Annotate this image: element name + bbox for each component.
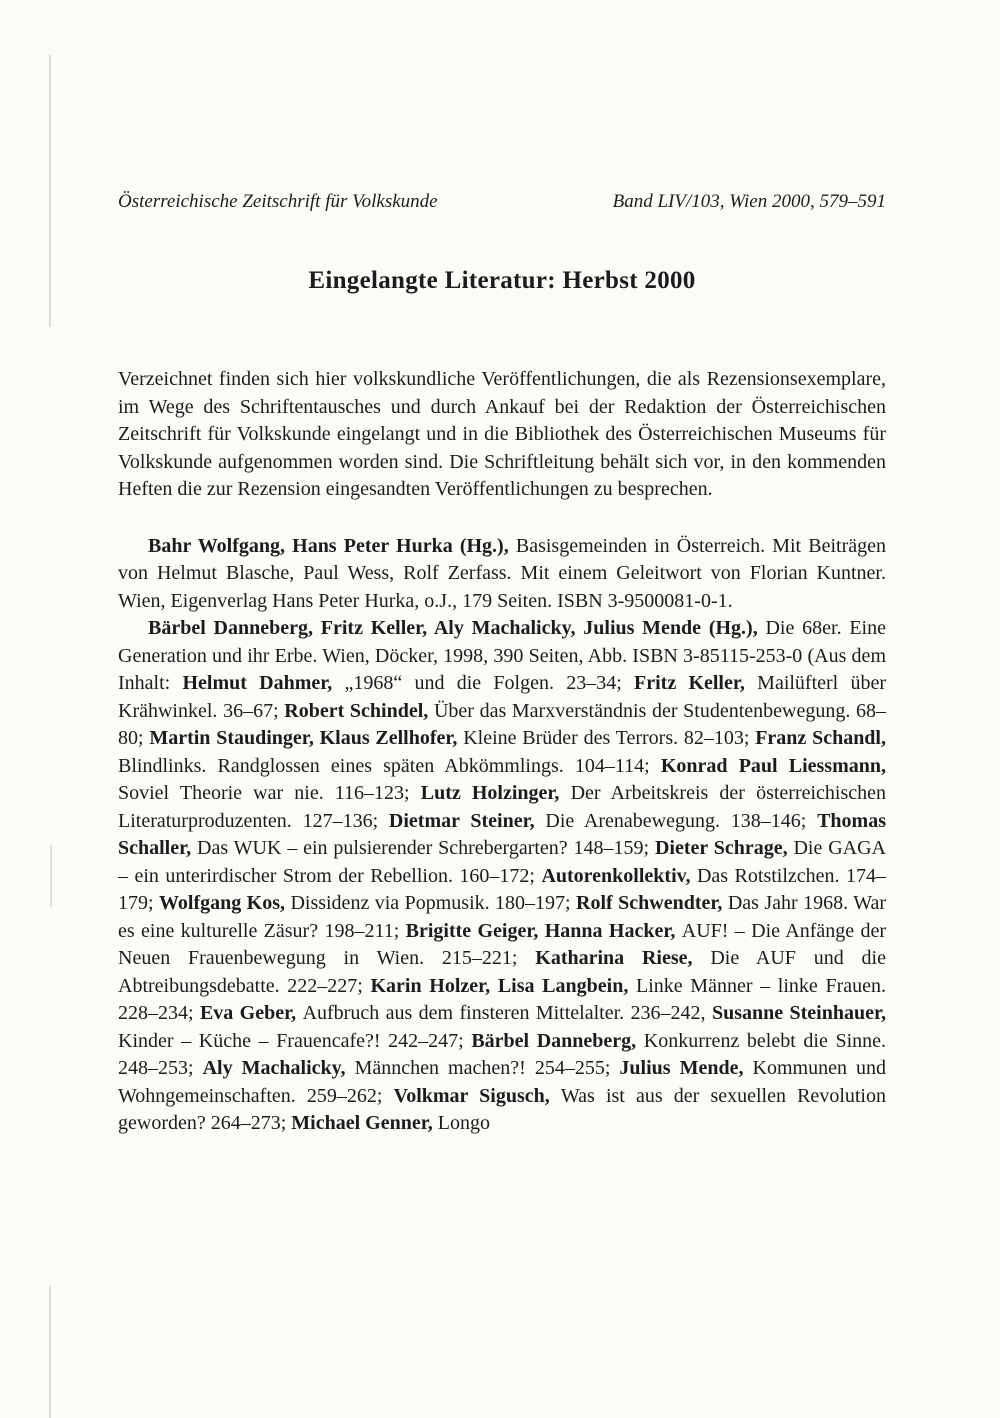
scan-edge-artifact [50, 845, 52, 907]
scan-edge-artifact [49, 1286, 51, 1418]
intro-paragraph: Verzeichnet finden sich hier volkskundliche Veröffentlichungen, die als Rezensionsexemplare, im Wege des Schriftentausches und durch Ankauf bei der Redaktion der Österreichischen Zeitschrift für Volkskunde eingelangt und in die Bibliothek des Österreichischen Museums für Volkskunde aufgenommen worden sind. Die Schriftleitung behält sich vor, in den kommenden Heften die zur Rezension eingesandten Veröffentlichungen zu besprechen. [118, 368, 886, 500]
section-title: Eingelangte Literatur: Herbst 2000 [308, 267, 696, 294]
journal-title: Österreichische Zeitschrift für Volkskunde [118, 191, 438, 212]
issue-volume-pages: Band LIV/103, Wien 2000, 579–591 [612, 191, 886, 212]
running-head [118, 190, 886, 214]
literature-entry: Bärbel Danneberg, Fritz Keller, Aly Machalicky, Julius Mende (Hg.), Die 68er. Eine Generation und ihr Erbe. Wien, Döcker, 1998, 390 Seiten, Abb. ISBN 3-85115-253-0 (Aus dem Inhalt: Helmut Dahmer, „1968“ und die Folgen. 23–34; Fritz Keller, Mailüfterl über Krähwinkel. 36–67; Robert Schindel, Über das Marxverständnis der Studentenbewegung. 68–80; Martin Staudinger, Klaus Zellhofer, Kleine Brüder des Terrors. 82–103; Franz Schandl, Blindlinks. Randglossen eines späten Abkömmlings. 104–114; Konrad Paul Liessmann, Soviel Theorie war nie. 116–123; Lutz Holzinger, Der Arbeitskreis der österreichischen Literaturproduzenten. 127–136; Dietmar Steiner, Die Arenabewegung. 138–146; Thomas Schaller, Das WUK – ein pulsierender Schrebergarten? 148–159; Dieter Schrage, Die GAGA – ein unterirdischer Strom der Rebellion. 160–172; Autorenkollektiv, Das Rotstilzchen. 174–179; Wolfgang Kos, Dissidenz via Popmusik. 180–197; Rolf Schwendter, Das Jahr 1968. War es eine kulturelle Zäsur? 198–211; Brigitte Geiger, Hanna Hacker, AUF! – Die Anfänge der Neuen Frauenbewegung in Wien. 215–221; Katharina Riese, Die AUF und die Abtreibungsdebatte. 222–227; Karin Holzer, Lisa Langbein, Linke Männer – linke Frauen. 228–234; Eva Geber, Aufbruch aus dem finsteren Mittelalter. 236–242, Susanne Steinhauer, Kinder – Küche – Frauencafe?! 242–247; Bärbel Danneberg, Konkurrenz belebt die Sinne. 248–253; Aly Machalicky, Männchen machen?! 254–255; Julius Mende, Kommunen und Wohngemeinschaften. 259–262; Volkmar Sigusch, Was ist aus der sexuellen Revolution geworden? 264–273; Michael Genner, Longo [118, 617, 887, 1134]
page-content [118, 190, 886, 1138]
literature-list [118, 533, 886, 1138]
scan-edge-artifact [49, 55, 51, 327]
literature-entry: Bahr Wolfgang, Hans Peter Hurka (Hg.), Basisgemeinden in Österreich. Mit Beiträgen von Helmut Blasche, Paul Wess, Rolf Zerfass. Mit einem Geleitwort von Florian Kuntner. Wien, Eigenverlag Hans Peter Hurka, o.J., 179 Seiten. ISBN 3-9500081-0-1. [118, 534, 886, 612]
